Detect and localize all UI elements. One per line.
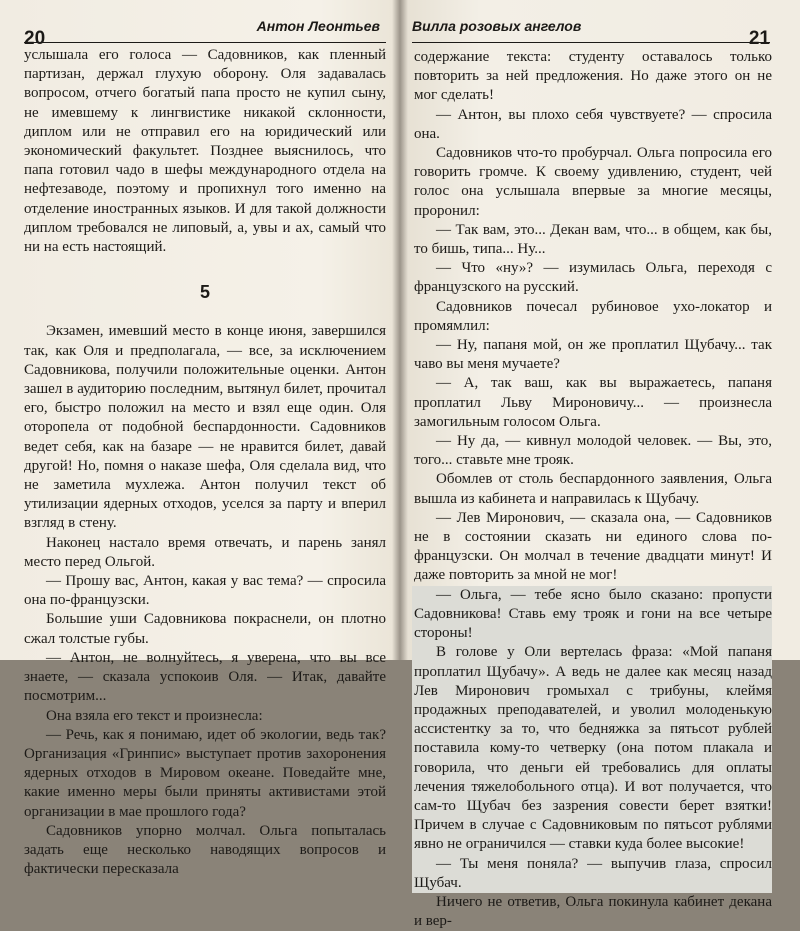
right-page-body — [414, 48, 772, 931]
paragraph: Большие уши Садовникова покраснели, он плотно сжал толстые губы. — [24, 611, 386, 647]
header-rule — [24, 42, 386, 43]
left-page-body — [24, 46, 386, 879]
paragraph: содержание текста: студенту оставалось только повторить за ней предложения. Но даже этого он не мог сделать! — [414, 49, 772, 104]
paragraph: Экзамен, имевший место в конце июня, завершился так, как Оля и предполагала, — все, за исключением Садовникова, получили положительные оценки. Антон зашел в аудиторию последним, вытянул билет, прочитал его, быстро положил на место и взял еще один. Оля оторопела от подобной беспардонности. Садовников ведет себя, как на базаре — не нравится билет, давай другой! Но, помня о наказе шефа, Оля сделала вид, что не заметила мухлежа. Антон получил текст об утилизации ядерных отходов, уселся за парту и вперил взгляд в стену. — [24, 323, 386, 532]
left-page — [0, 0, 398, 878]
paragraph: — Так вам, это... Декан вам, что... в общем, как бы, то бишь, типа... Ну... — [414, 221, 772, 258]
paragraph: — Антон, вы плохо себя чувствуете? — спросила она. — [414, 106, 772, 142]
paragraph: Она взяла его текст и произнесла: — [46, 707, 263, 724]
chapter-number: 5 — [199, 282, 210, 303]
paragraph: Ничего не ответив, Ольга покинула кабинет декана и вер- — [414, 893, 772, 930]
paragraph: — Антон, не волнуйтесь, я уверена, что вы все знаете, — сказала успокоив Оля. — Итак, давайте посмотрим... — [24, 649, 386, 705]
running-head-author: Антон Леонтьев — [256, 18, 380, 34]
paragraph: — Лев Миронович, — сказала она, — Садовников не в состоянии сказать ни единого слова по-французски. Он молчал в течение двадцати минут! И даже повторить за мной не мог! — [414, 509, 772, 584]
paragraph: услышала его голоса — Садовников, как пленный партизан, держал глухую оборону. Оля задавалась вопросом, отчего богатый папа просто не купил сыну, не имевшему к лингвистике никакой склонности, диплом или не отправил его на юридический или экономический факультет. Позднее выяснилось, что папа готовил чадо в шефы международного отдела на нефтезаводе, поэтому и пропихнул того именно на отделение иностранных языков. И для такой должности диплом требовался не липовый, а, увы и ах, самый что ни на есть настоящий. — [24, 47, 386, 256]
paragraph: — Ну, папаня мой, он же проплатил Щубачу... так чаво вы меня мучаете? — [414, 337, 772, 373]
right-page-header — [412, 10, 770, 50]
left-page-header — [24, 10, 386, 50]
right-page — [402, 0, 800, 930]
paragraph: — А, так ваш, как вы выражаетесь, папаня проплатил Льву Мироновичу... — произнесла замогильным голосом Ольга. — [414, 375, 772, 430]
paragraph: Садовников почесал рубиновое ухо-локатор и промямлил: — [414, 298, 772, 334]
paragraph: Садовников упорно молчал. Ольга попыталась задать еще несколько наводящих вопросов и фактически пересказала — [24, 822, 386, 878]
paragraph-highlighted: — Ольга, — тебе ясно было сказано: пропусти Садовникова! Ставь ему трояк и гони на все четыре стороны! — [412, 586, 772, 644]
running-head-title: Вилла розовых ангелов — [412, 18, 582, 34]
paragraph: — Ну да, — кивнул молодой человек. — Вы, это, того... ставьте мне трояк. — [414, 433, 772, 469]
paragraph: — Прошу вас, Антон, какая у вас тема? — спросила она по-французски. — [24, 573, 386, 609]
page-number: 21 — [748, 28, 770, 49]
paragraph: — Что «ну»? — изумилась Ольга, переходя с французского на русский. — [414, 260, 772, 296]
paragraph: Наконец настало время отвечать, и парень занял место перед Ольгой. — [24, 534, 386, 570]
paragraph-highlighted: — Ты меня поняла? — выпучив глаза, спросил Щубач. — [412, 855, 772, 893]
page-number: 20 — [24, 28, 46, 49]
paragraph: — Речь, как я понимаю, идет об экологии, ведь так? Организация «Гринпис» выступает против захоронения ядерных отходов в Мировом океане. Поведайте мне, какие именно меры были приняты активистами этой организации в мае прошлого года? — [24, 726, 386, 820]
paragraph-highlighted: В голове у Оли вертелась фраза: «Мой папаня проплатил Щубачу». А ведь не далее как месяц назад Лев Миронович громыхал с трибуны, клеймя продажных преподавателей, и уволил молоденькую ассистентку за то, что бедняжка за пятьсот рублей поставила кому-то четверку (она потом плакала и говорила, что деньги ей требовались для оплаты лечения тяжелобольного отца). И вот получается, что сам-то Щубач без зазрения совести берет взятки! Причем в случае с Садовниковым по пятьсот рублями явно не ограничился — ставки куда более высокие! — [412, 643, 772, 854]
header-rule — [412, 42, 770, 43]
paragraph: Садовников что-то пробурчал. Ольга попросила его говорить громче. К своему удивлению, студент, чей голос она услышала впервые за многие месяцы, проронил: — [414, 145, 772, 219]
paragraph: Обомлев от столь беспардонного заявления, Ольга вышла из кабинета и направилась к Щубачу. — [414, 471, 772, 507]
